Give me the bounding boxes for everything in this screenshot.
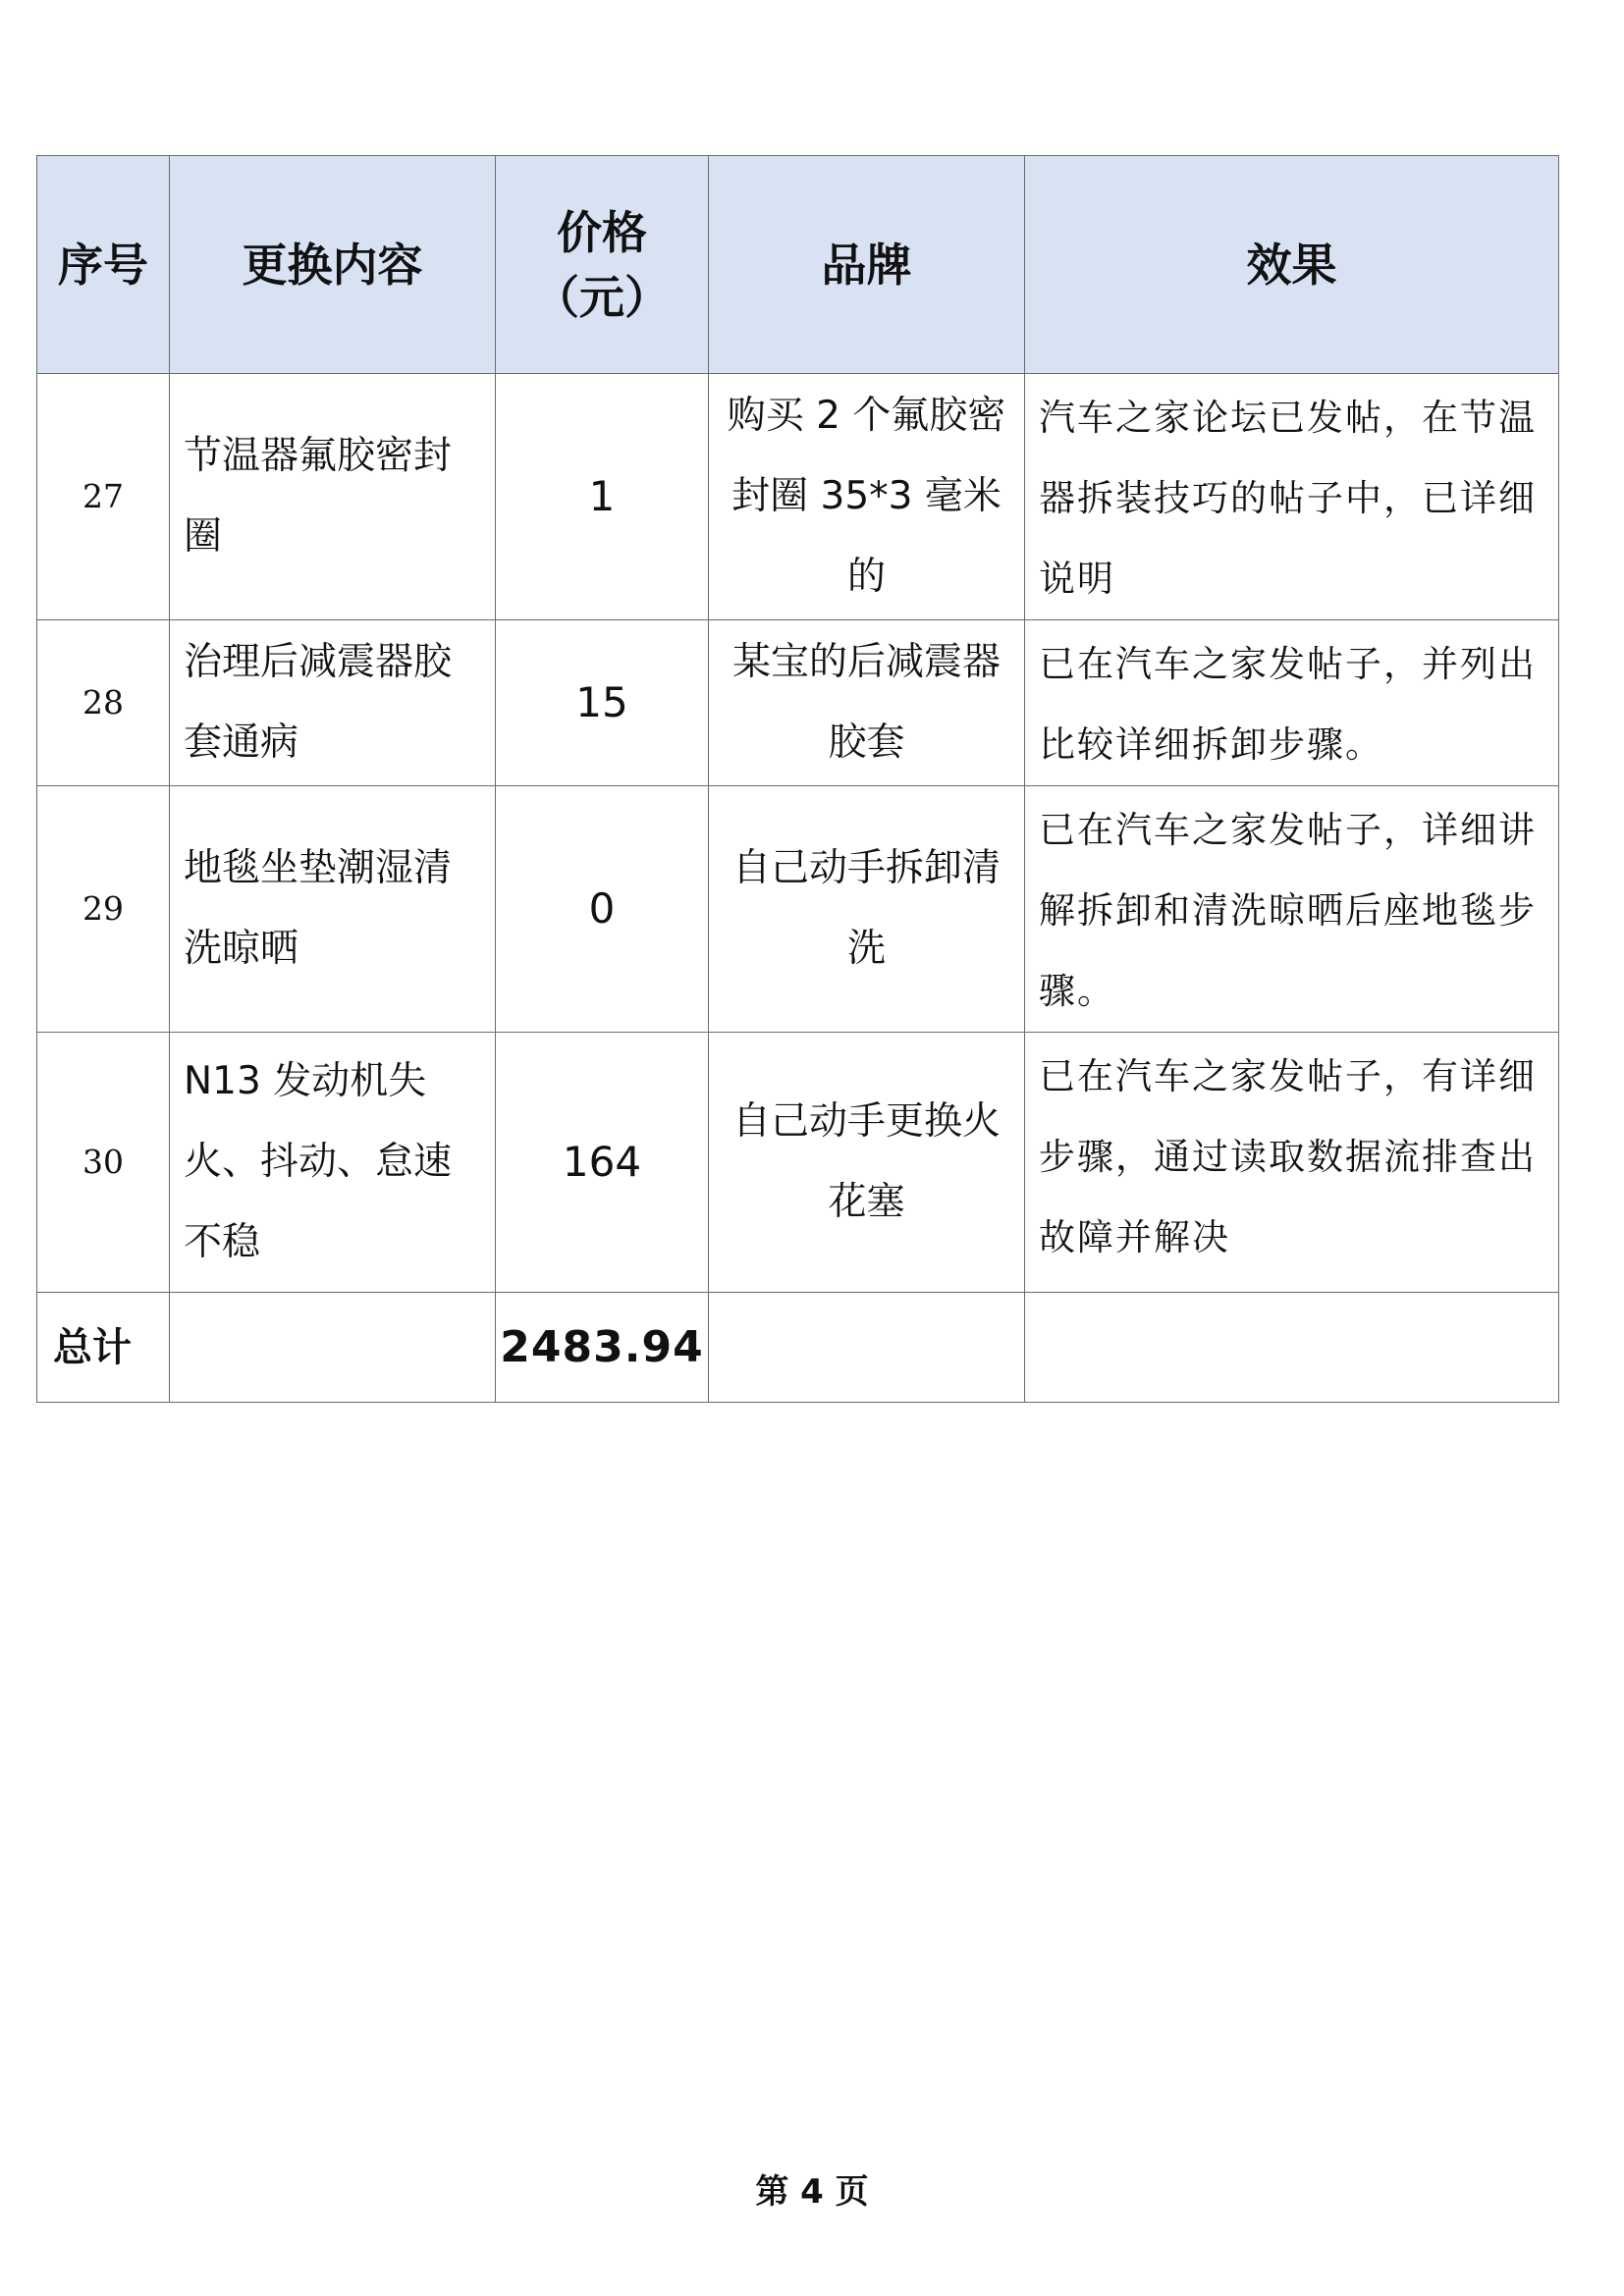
row-effect-text: 已在汽车之家发帖子，详细讲解拆卸和清洗晾晒后座地毯步骤。 <box>1039 809 1537 1012</box>
row-effect <box>1025 374 1559 620</box>
total-effect-empty <box>1025 1293 1559 1403</box>
row-price: 0 <box>496 786 709 1033</box>
row-number: 27 <box>37 374 170 620</box>
table-header-row <box>37 156 1559 374</box>
row-price: 15 <box>496 620 709 786</box>
row-brand: 自己动手更换火花塞 <box>709 1033 1025 1293</box>
total-row <box>37 1293 1559 1403</box>
header-item: 更换内容 <box>170 156 496 374</box>
row-effect <box>1025 620 1559 786</box>
header-effect: 效果 <box>1025 156 1559 374</box>
header-no: 序号 <box>37 156 170 374</box>
row-price: 164 <box>496 1033 709 1293</box>
row-effect-text: 已在汽车之家发帖子，有详细步骤，通过读取数据流排查出故障并解决 <box>1039 1055 1537 1258</box>
row-item: 地毯坐垫潮湿清洗晾晒 <box>170 786 496 1033</box>
row-effect <box>1025 1033 1559 1293</box>
row-number: 28 <box>37 620 170 786</box>
row-item: 治理后减震器胶套通病 <box>170 620 496 786</box>
row-effect <box>1025 786 1559 1033</box>
row-brand: 某宝的后减震器胶套 <box>709 620 1025 786</box>
table-row <box>37 374 1559 620</box>
table-row <box>37 786 1559 1033</box>
header-price <box>496 156 709 374</box>
row-brand: 自己动手拆卸清洗 <box>709 786 1025 1033</box>
header-price-line2: （元） <box>534 270 670 324</box>
row-effect-text: 已在汽车之家发帖子，并列出比较详细拆卸步骤。 <box>1039 643 1537 766</box>
row-number: 30 <box>37 1033 170 1293</box>
row-price: 1 <box>496 374 709 620</box>
row-item: N13 发动机失火、抖动、怠速不稳 <box>170 1033 496 1293</box>
header-brand: 品牌 <box>709 156 1025 374</box>
table-row <box>37 620 1559 786</box>
header-price-line1: 价格 <box>557 205 647 259</box>
total-value: 2483.94 <box>496 1293 709 1403</box>
total-brand-empty <box>709 1293 1025 1403</box>
row-number: 29 <box>37 786 170 1033</box>
row-item: 节温器氟胶密封圈 <box>170 374 496 620</box>
total-item-empty <box>170 1293 496 1403</box>
row-brand: 购买 2 个氟胶密封圈 35*3 毫米的 <box>709 374 1025 620</box>
total-label: 总计 <box>37 1293 170 1403</box>
table-row <box>37 1033 1559 1293</box>
page-number: 第 4 页 <box>755 2172 869 2212</box>
row-effect-text: 汽车之家论坛已发帖，在节温器拆装技巧的帖子中，已详细说明 <box>1039 397 1537 600</box>
maintenance-cost-table <box>36 155 1559 1403</box>
